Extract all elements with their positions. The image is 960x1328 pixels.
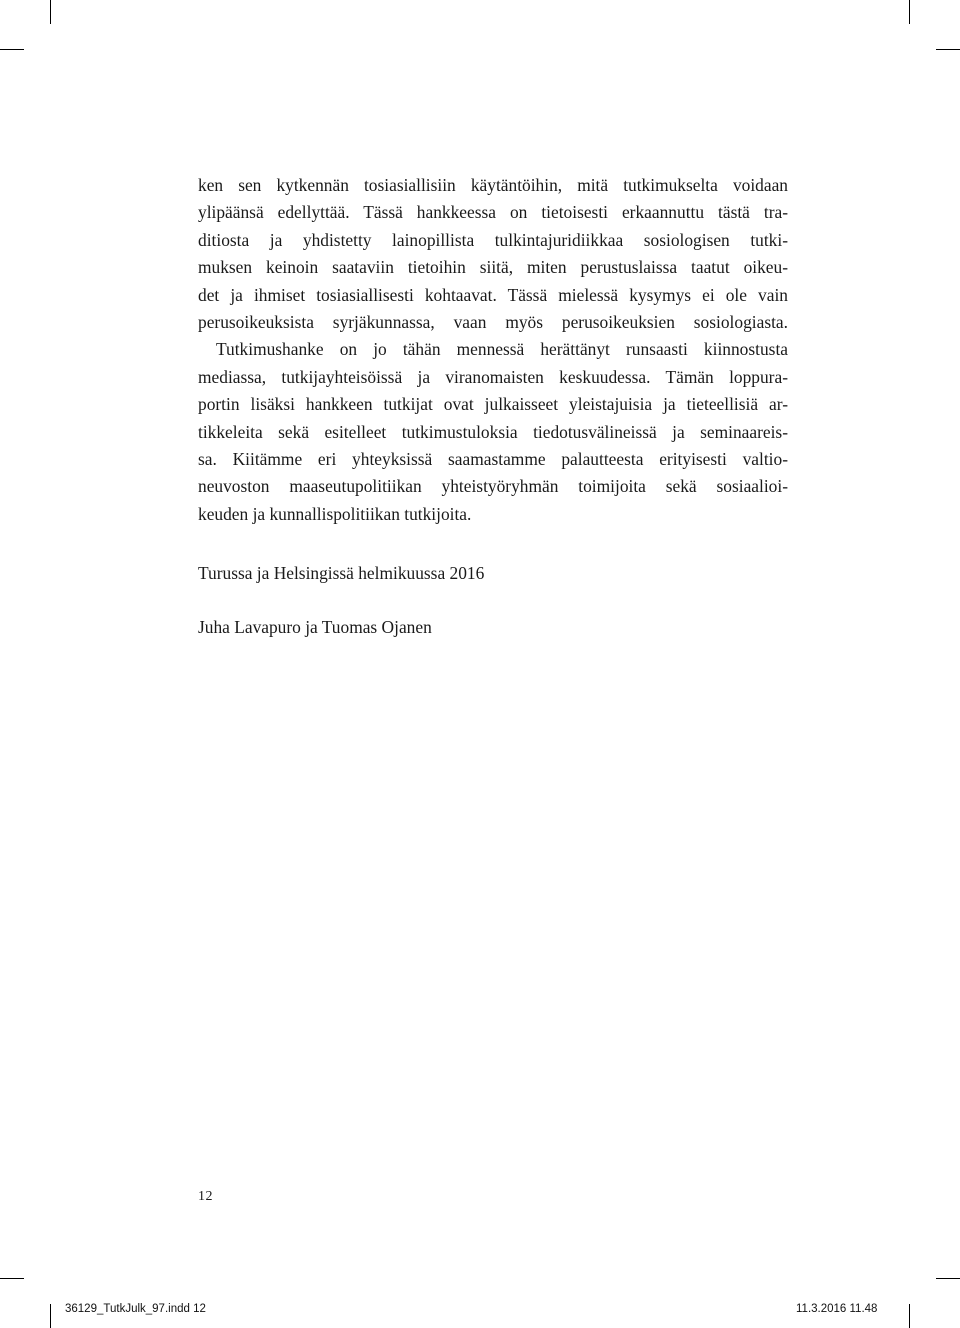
slug-timestamp: 11.3.2016 11.48: [796, 1303, 878, 1315]
body-line: muksen keinoin saataviin tietoihin siitä, miten perustuslaissa taatut oikeu-: [198, 257, 788, 278]
body-line: ylipäänsä edellyttää. Tässä hankkeessa on tietoisesti erkaannuttu tästä tra-: [198, 202, 788, 223]
body-line: ditiosta ja yhdistetty lainopillista tulkintajuridiikkaa sosiologisen tutki-: [198, 229, 788, 250]
body-line: Tutkimushanke on jo tähän mennessä herättänyt runsaasti kiinnostusta: [216, 339, 788, 360]
body-paragraph: [198, 172, 788, 528]
crop-mark-right-bottom: [936, 1278, 960, 1279]
body-line: neuvoston maaseutupolitiikan yhteistyöryhmän toimijoita sekä sosiaalioi-: [198, 476, 788, 497]
crop-mark-right-top: [936, 49, 960, 50]
place-and-date: Turussa ja Helsingissä helmikuussa 2016: [198, 563, 485, 583]
crop-mark-top-right: [909, 0, 910, 24]
crop-mark-bottom-right: [909, 1304, 910, 1328]
crop-mark-left-top: [0, 49, 24, 50]
crop-mark-bottom-left: [50, 1304, 51, 1328]
body-line: det ja ihmiset tosiasiallisesti kohtaavat. Tässä mielessä kysymys ei ole vain: [198, 284, 788, 305]
page-number: 12: [198, 1189, 213, 1204]
body-line: keuden ja kunnallispolitiikan tutkijoita.: [198, 503, 472, 524]
body-line: perusoikeuksista syrjäkunnassa, vaan myös perusoikeuksien sosiologiasta.: [198, 311, 788, 332]
crop-mark-top-left: [50, 0, 51, 24]
slug-filename: 36129_TutkJulk_97.indd 12: [65, 1303, 206, 1315]
body-line: ken sen kytkennän tosiasiallisiin käytäntöihin, mitä tutkimukselta voidaan: [198, 175, 788, 195]
body-line: portin lisäksi hankkeen tutkijat ovat julkaisseet yleistajuisia ja tieteellisiä ar-: [198, 394, 788, 415]
authors-signature: Juha Lavapuro ja Tuomas Ojanen: [198, 617, 432, 637]
body-line: sa. Kiitämme eri yhteyksissä saamastamme palautteesta erityisesti valtio-: [198, 448, 788, 469]
body-line: mediassa, tutkijayhteisöissä ja viranomaisten keskuudessa. Tämän loppura-: [198, 366, 788, 387]
body-line: tikkeleita sekä esitelleet tutkimustuloksia tiedotusvälineissä ja seminaareis-: [198, 421, 788, 442]
crop-mark-left-bottom: [0, 1278, 24, 1279]
